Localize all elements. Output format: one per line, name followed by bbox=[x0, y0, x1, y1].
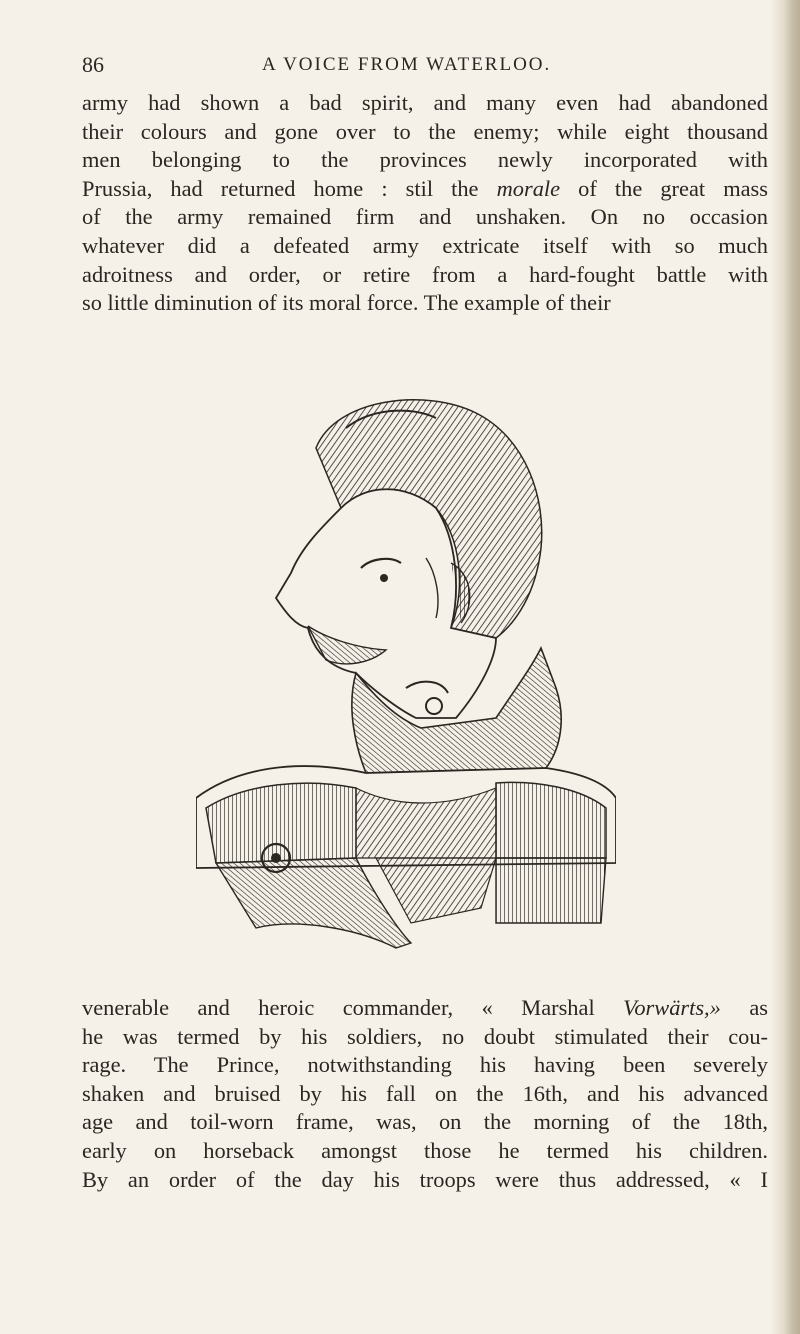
text-line: early on horseback amongst those he termed his children. bbox=[82, 1137, 768, 1163]
text-line-with-italic bbox=[82, 994, 768, 1023]
text-line: age and toil-worn frame, was, on the morning of the 18th, bbox=[82, 1109, 768, 1135]
page-header bbox=[82, 52, 782, 82]
text-line: shaken and bruised by his fall on the 16th, and his advanced bbox=[82, 1080, 768, 1106]
text-line: rage. The Prince, notwithstanding his having been severely bbox=[82, 1052, 768, 1078]
text-line: so little diminution of its moral force. The example of their bbox=[82, 290, 611, 316]
text-line: whatever did a defeated army extricate itself with so much bbox=[82, 232, 768, 258]
lower-coat bbox=[216, 858, 606, 948]
text-run: as bbox=[749, 995, 768, 1020]
text-run: Prussia, had returned home : stil the bbox=[82, 175, 479, 201]
text-line: he was termed by his soldiers, no doubt stimulated their cou- bbox=[82, 1023, 768, 1049]
text-run: venerable and heroic commander, « Marshal bbox=[82, 995, 595, 1020]
book-spine-edge bbox=[772, 0, 800, 1334]
text-line: adroitness and order, or retire from a hard-fought battle with bbox=[82, 261, 768, 287]
italic-word-vorwarts: Vorwärts,» bbox=[623, 995, 721, 1020]
paragraph-bottom bbox=[82, 994, 768, 1194]
epaulettes-and-chest bbox=[196, 766, 616, 872]
text-line: men belonging to the provinces newly incorporated with bbox=[82, 147, 768, 173]
italic-word-morale: morale bbox=[496, 175, 561, 201]
text-line: their colours and gone over to the enemy; while eight thousand bbox=[82, 118, 768, 144]
text-line-with-italic bbox=[82, 175, 768, 204]
text-line: of the army remained firm and unshaken. On no occasion bbox=[82, 204, 768, 230]
text-run: of the great mass bbox=[578, 175, 768, 201]
running-title: A VOICE FROM WATERLOO. bbox=[262, 54, 552, 75]
page-number: 86 bbox=[82, 52, 104, 77]
paragraph-top bbox=[82, 89, 768, 318]
text-line: By an order of the day his troops were thus addressed, « I bbox=[82, 1166, 768, 1192]
text-line: army had shown a bad spirit, and many even had abandoned bbox=[82, 90, 768, 115]
portrait-engraving bbox=[196, 388, 616, 960]
